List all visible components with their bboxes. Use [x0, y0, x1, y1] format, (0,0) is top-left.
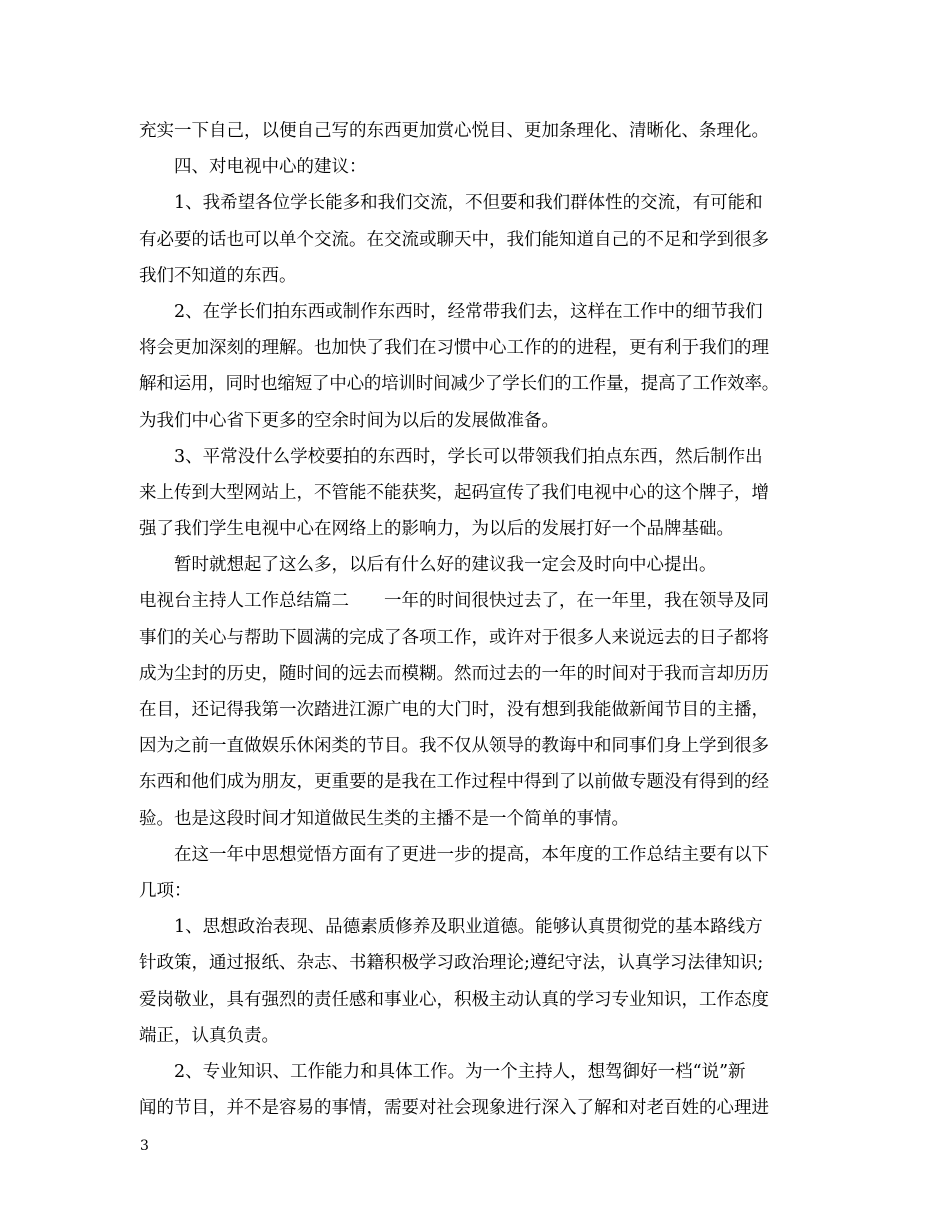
- text-line: 强了我们学生电视中心在网络上的影响力，为以后的发展打好一个品牌基础。: [139, 519, 734, 540]
- text-line: 因为之前一直做娱乐休闲类的节目。我不仅从领导的教诲中和同事们身上学到很多: [139, 736, 769, 757]
- text-line: 来上传到大型网站上，不管能不能获奖，起码宣传了我们电视中心的这个牌子，增: [139, 482, 769, 503]
- text-line: 暂时就想起了这么多，以后有什么好的建议我一定会及时向中心提出。: [174, 555, 717, 576]
- section-heading: 四、对电视中心的建议：: [174, 157, 367, 178]
- text-line: 1、思想政治表现、品德素质修养及职业道德。能够认真贯彻党的基本路线方: [174, 917, 763, 938]
- text-line: 东西和他们成为朋友，更重要的是我在工作过程中得到了以前做专题没有得到的经: [139, 772, 769, 793]
- text-line: 闻的节目，并不是容易的事情，需要对社会现象进行深入了解和对老百姓的心理进: [139, 1098, 769, 1119]
- text-line: 在目，还记得我第一次踏进江源广电的大门时，没有想到我能做新闻节目的主播，: [139, 700, 769, 720]
- text-line: 3、平常没什么学校要拍的东西时，学长可以带领我们拍点东西，然后制作出: [174, 446, 763, 467]
- text-line: 2、专业知识、工作能力和具体工作。为一个主持人，想驾御好一档“说”新: [174, 1061, 746, 1082]
- text-line: 解和运用，同时也缩短了中心的培训时间减少了学长们的工作量，提高了工作效率。: [139, 374, 780, 395]
- document-body: [139, 113, 819, 1126]
- text-line: 事们的关心与帮助下圆满的完成了各项工作，或许对于很多人来说远去的日子都将: [139, 627, 769, 648]
- text-line: 爱岗敬业，具有强烈的责任感和事业心，积极主动认真的学习专业知识，工作态度: [139, 989, 769, 1010]
- text-line: 有必要的话也可以单个交流。在交流或聊天中，我们能知道自己的不足和学到很多: [139, 229, 769, 250]
- page-number: 3: [140, 1138, 149, 1154]
- text-line: 将会更加深刻的理解。也加快了我们在习惯中心工作的的进程，更有利于我们的理: [139, 338, 769, 359]
- text-line: 成为尘封的历史，随时间的远去而模糊。然而过去的一年的时间对于我而言却历历: [139, 663, 769, 684]
- text-line: 端正，认真负责。: [139, 1025, 279, 1046]
- text-line: 验。也是这段时间才知道做民生类的主播不是一个简单的事情。: [139, 808, 629, 829]
- text-line: 几项：: [139, 880, 192, 901]
- text-line: 在这一年中思想觉悟方面有了更进一步的提高，本年度的工作总结主要有以下: [174, 844, 769, 865]
- text-line: 1、我希望各位学长能多和我们交流，不但要和我们群体性的交流，有可能和: [174, 193, 763, 214]
- text-line: 充实一下自己，以便自己写的东西更加赏心悦目、更加条理化、清晰化、条理化。: [139, 121, 769, 141]
- text-line: 2、在学长们拍东西或制作东西时，经常带我们去，这样在工作中的细节我们: [174, 301, 763, 322]
- article-title-line: 电视台主持人工作总结篇二 一年的时间很快过去了，在一年里，我在领导及同: [139, 591, 769, 612]
- text-line: 针政策，通过报纸、杂志、书籍积极学习政治理论;遵纪守法，认真学习法律知识;: [139, 953, 764, 974]
- text-line: 为我们中心省下更多的空余时间为以后的发展做准备。: [139, 410, 559, 431]
- text-line: 我们不知道的东西。: [139, 265, 297, 286]
